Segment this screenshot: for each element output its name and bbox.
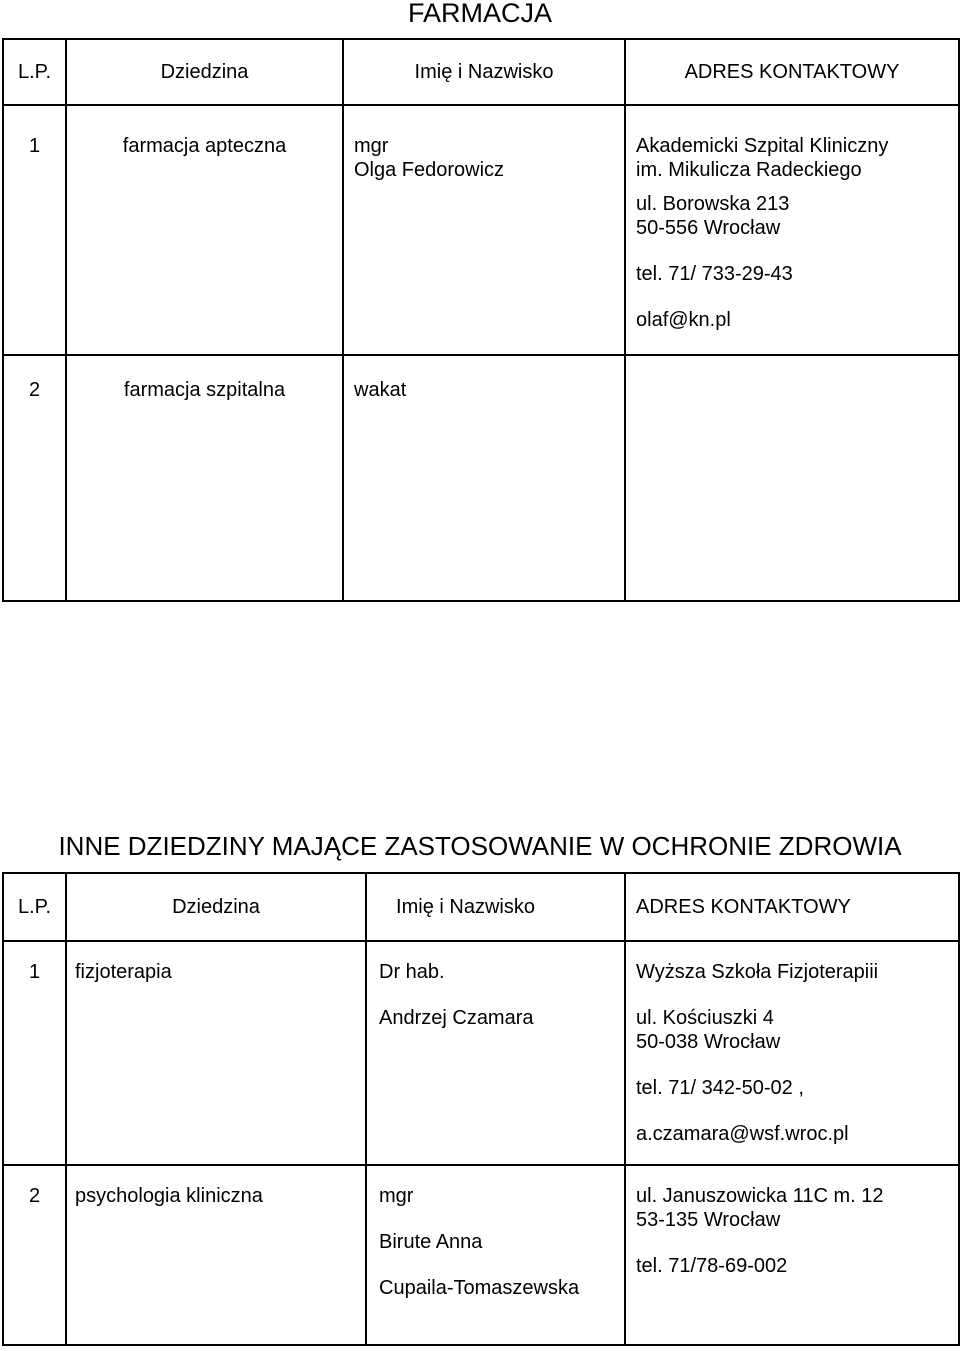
row-name <box>366 941 625 1165</box>
row-name: wakat <box>343 355 625 601</box>
table-row <box>3 1165 959 1345</box>
row-name <box>366 1165 625 1345</box>
name-title: mgr <box>379 1185 414 1207</box>
row-address <box>625 1165 959 1345</box>
row-dziedzina: fizjoterapia <box>66 941 366 1165</box>
name-text: Cupaila-Tomaszewska <box>379 1277 580 1299</box>
address-line: ul. Kościuszki 4 <box>636 1007 774 1029</box>
table-row <box>3 105 959 355</box>
email: a.czamara@wsf.wroc.pl <box>636 1123 849 1145</box>
row-lp: 1 <box>3 941 66 1165</box>
header-name: Imię i Nazwisko <box>343 39 625 105</box>
row-dziedzina: farmacja szpitalna <box>66 355 343 601</box>
row-lp: 2 <box>3 355 66 601</box>
farmacja-table <box>2 38 960 602</box>
address-line: tel. 71/ 733-29-43 <box>636 263 793 285</box>
row-address <box>625 355 959 601</box>
header-dziedzina: Dziedzina <box>66 873 366 941</box>
table-header-row <box>3 39 959 105</box>
address-line: 50-038 Wrocław <box>636 1031 781 1053</box>
row-address <box>625 105 959 355</box>
address-line: ul. Januszowicka 11C m. 12 <box>636 1185 884 1207</box>
row-name <box>343 105 625 355</box>
address-line: 50-556 Wrocław <box>636 217 781 239</box>
header-name: Imię i Nazwisko <box>366 873 625 941</box>
header-dziedzina: Dziedzina <box>66 39 343 105</box>
name-text: Andrzej Czamara <box>379 1007 534 1029</box>
address-line: im. Mikulicza Radeckiego <box>636 159 862 181</box>
row-dziedzina: psychologia kliniczna <box>66 1165 366 1345</box>
table-row <box>3 941 959 1165</box>
header-address: ADRES KONTAKTOWY <box>625 39 959 105</box>
section-title-inne: INNE DZIEDZINY MAJĄCE ZASTOSOWANIE W OCHRONIE ZDROWIA <box>58 831 902 861</box>
header-lp: L.P. <box>3 39 66 105</box>
table-header-row <box>3 873 959 941</box>
address-line: tel. 71/ 342-50-02 , <box>636 1077 804 1099</box>
inne-table <box>2 872 960 1346</box>
name-title: Dr hab. <box>379 961 445 983</box>
table-row <box>3 355 959 601</box>
row-lp: 1 <box>3 105 66 355</box>
row-address <box>625 941 959 1165</box>
name-text: Birute Anna <box>379 1231 483 1253</box>
row-dziedzina: farmacja apteczna <box>66 105 343 355</box>
name-title: mgr <box>354 135 389 157</box>
row-lp: 2 <box>3 1165 66 1345</box>
section-title-farmacja: FARMACJA <box>407 0 553 28</box>
address-line: Wyższa Szkoła Fizjoterapiii <box>636 961 879 983</box>
address-line: ul. Borowska 213 <box>636 193 790 215</box>
header-lp: L.P. <box>3 873 66 941</box>
header-address: ADRES KONTAKTOWY <box>625 873 959 941</box>
address-line: Akademicki Szpital Kliniczny <box>636 135 889 157</box>
address-line: 53-135 Wrocław <box>636 1209 781 1231</box>
address-line: tel. 71/78-69-002 <box>636 1255 788 1277</box>
email: olaf@kn.pl <box>636 309 731 331</box>
name-text: Olga Fedorowicz <box>354 159 505 181</box>
